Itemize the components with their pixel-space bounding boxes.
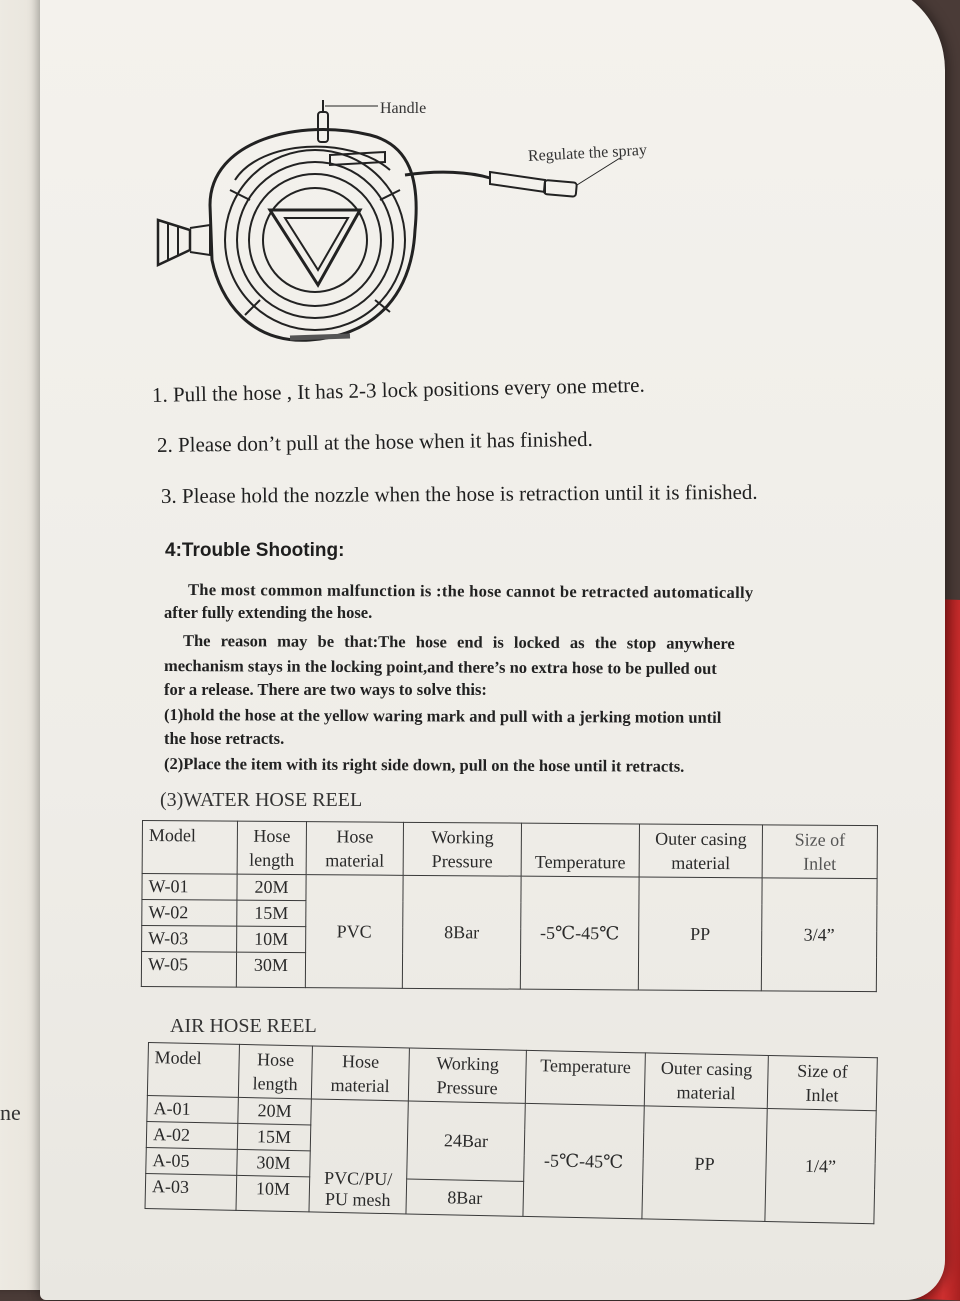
- casing-cell: PP: [642, 1106, 767, 1222]
- spray-label: Regulate the spray: [527, 141, 648, 165]
- col-inlet: Size of Inlet: [767, 1055, 877, 1110]
- left-page-text: ne: [0, 1100, 21, 1125]
- water-hose-table: [141, 820, 878, 992]
- col-outer-casing: Outer casing material: [644, 1053, 768, 1109]
- col-hose-material: Hose material: [311, 1046, 409, 1101]
- col-working-pressure: Working Pressure: [408, 1048, 526, 1103]
- model-cell: A-02: [146, 1121, 238, 1149]
- col-hose-material: Hose material: [306, 822, 403, 876]
- pressure-high-cell: 24Bar: [407, 1101, 526, 1181]
- pressure-low-cell: 8Bar: [406, 1179, 524, 1216]
- col-temperature: Temperature: [525, 1050, 645, 1105]
- model-cell: W-03: [142, 926, 237, 953]
- water-table-title: (3)WATER HOSE REEL: [160, 789, 363, 811]
- length-cell: 20M: [237, 874, 306, 900]
- length-cell: 15M: [237, 1123, 311, 1151]
- model-cell: W-01: [142, 874, 237, 901]
- col-model: Model: [147, 1043, 239, 1098]
- length-cell: 30M: [237, 1149, 311, 1177]
- trouble-line-5: for a release. There are two ways to solve this:: [164, 680, 487, 699]
- temperature-cell: -5℃-45℃: [520, 876, 639, 990]
- trouble-line-6: (1)hold the hose at the yellow waring mark and pull with a jerking motion until: [163, 705, 722, 727]
- trouble-line-7: the hose retracts.: [164, 729, 285, 748]
- air-hose-table: [145, 1042, 878, 1224]
- trouble-line-3: The reason may be that:The hose end is locked as the stop anywhere: [182, 631, 735, 653]
- col-hose-length: Hose length: [237, 821, 306, 874]
- handle-label: Handle: [380, 100, 427, 117]
- col-model: Model: [142, 821, 237, 875]
- model-cell: A-01: [147, 1095, 239, 1123]
- step-2: 2. Please don’t pull at the hose when it has finished.: [156, 426, 593, 457]
- length-cell: 30M: [236, 952, 305, 987]
- model-cell: W-02: [142, 900, 237, 927]
- trouble-heading: 4:Trouble Shooting:: [165, 540, 345, 561]
- model-cell: A-03: [145, 1173, 237, 1210]
- trouble-line-8: (2)Place the item with its right side down, pull on the hose until it retracts.: [163, 754, 685, 776]
- casing-cell: PP: [638, 877, 762, 991]
- length-cell: 10M: [237, 926, 306, 952]
- model-cell: A-05: [146, 1147, 238, 1175]
- air-table-title: AIR HOSE REEL: [170, 1015, 317, 1037]
- trouble-line-4: mechanism stays in the locking point,and there’s no extra hose to be pulled out: [163, 656, 717, 678]
- material-cell: PVC/PU/ PU mesh: [309, 1099, 408, 1214]
- length-cell: 10M: [236, 1175, 310, 1212]
- inlet-cell: 1/4”: [765, 1108, 876, 1223]
- trouble-line-2: after fully extending the hose.: [164, 603, 373, 622]
- pressure-cell: 8Bar: [402, 875, 521, 989]
- col-working-pressure: Working Pressure: [403, 822, 521, 876]
- table-header-row: [142, 821, 877, 879]
- col-hose-length: Hose length: [238, 1044, 312, 1099]
- length-cell: 20M: [238, 1097, 312, 1125]
- temperature-cell: -5℃-45℃: [523, 1103, 644, 1218]
- col-outer-casing: Outer casing material: [639, 824, 762, 878]
- step-1: 1. Pull the hose , It has 2-3 lock positions every one metre.: [151, 372, 645, 407]
- length-cell: 15M: [237, 900, 306, 926]
- hose-reel-diagram: [150, 100, 690, 350]
- trouble-line-1: The most common malfunction is :the hose cannot be retracted automatically: [187, 580, 754, 602]
- col-inlet: Size of Inlet: [762, 825, 877, 879]
- step-3: 3. Please hold the nozzle when the hose is retraction until it is finished.: [160, 479, 758, 508]
- col-temperature: Temperature: [521, 823, 639, 877]
- inlet-cell: 3/4”: [761, 878, 877, 992]
- material-cell: PVC: [305, 875, 403, 989]
- model-cell: W-05: [141, 952, 236, 988]
